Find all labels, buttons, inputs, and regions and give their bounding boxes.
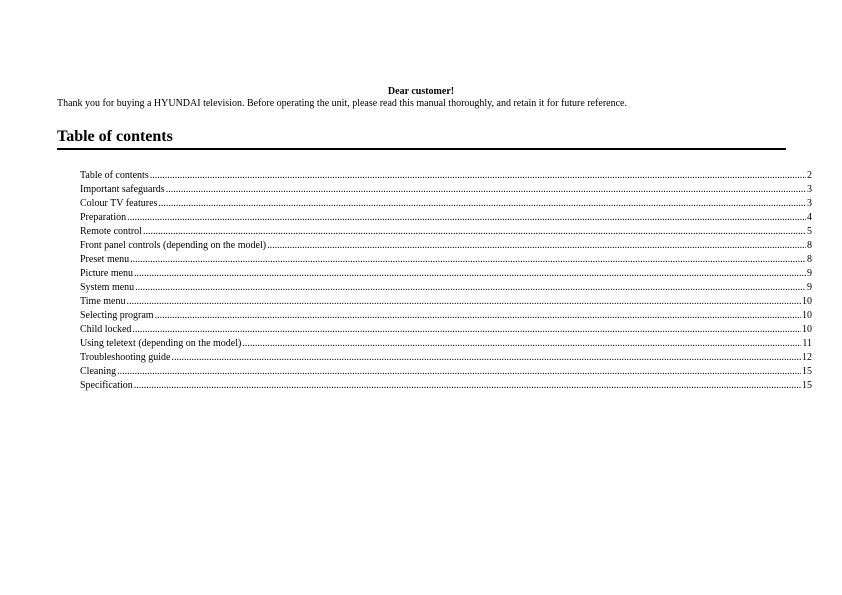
toc-dot-leader [130, 253, 806, 267]
toc-dot-leader [117, 365, 801, 379]
toc-entry-title: Preset menu [80, 254, 130, 265]
toc-entry[interactable] [80, 337, 812, 351]
toc-entry-page: 9 [807, 268, 812, 279]
toc-entry[interactable] [80, 365, 812, 379]
toc-dot-leader [166, 183, 806, 197]
toc-entry[interactable] [80, 239, 812, 253]
intro-paragraph: Thank you for buying a HYUNDAI television. Before operating the unit, please read this manual thoroughly, and retain it for future reference. [57, 98, 627, 109]
toc-entry-title: Remote control [80, 226, 142, 237]
toc-entry[interactable] [80, 169, 812, 183]
toc-entry-page: 12 [802, 352, 812, 363]
toc-entry-title: Important safeguards [80, 184, 165, 195]
toc-entry-title: Selecting program [80, 310, 154, 321]
greeting-heading: Dear customer! [387, 86, 455, 97]
toc-dot-leader [126, 295, 801, 309]
toc-entry-page: 11 [802, 338, 812, 349]
toc-dot-leader [134, 379, 801, 393]
toc-entry-title: Time menu [80, 296, 126, 307]
toc-entry-page: 10 [802, 310, 812, 321]
toc-entry-page: 10 [802, 296, 812, 307]
toc-heading: Table of contents [57, 128, 173, 145]
toc-entry[interactable] [80, 183, 812, 197]
toc-dot-leader [158, 197, 806, 211]
toc-entry[interactable] [80, 225, 812, 239]
toc-dot-leader [134, 267, 806, 281]
toc-entry-page: 4 [807, 212, 812, 223]
toc-entry-page: 9 [807, 282, 812, 293]
toc-dot-leader [155, 309, 801, 323]
toc-dot-leader [150, 169, 806, 183]
toc-dot-leader [132, 323, 801, 337]
toc-dot-leader [267, 239, 806, 253]
toc-entry[interactable] [80, 197, 812, 211]
toc-entry-page: 15 [802, 380, 812, 391]
toc-entry-page: 5 [807, 226, 812, 237]
toc-entry-page: 3 [807, 198, 812, 209]
toc-dot-leader [127, 211, 806, 225]
toc-entry-page: 8 [807, 240, 812, 251]
toc-entry-title: Picture menu [80, 268, 134, 279]
toc-entry[interactable] [80, 295, 812, 309]
toc-list [80, 169, 812, 393]
toc-dot-leader [171, 351, 801, 365]
toc-entry-title: Troubleshooting guide [80, 352, 171, 363]
toc-entry-page: 10 [802, 324, 812, 335]
toc-entry-title: Specification [80, 380, 133, 391]
toc-entry-page: 8 [807, 254, 812, 265]
toc-entry-title: Colour TV features [80, 198, 158, 209]
toc-dot-leader [242, 337, 801, 351]
toc-entry[interactable] [80, 281, 812, 295]
toc-dot-leader [143, 225, 806, 239]
toc-entry-page: 2 [807, 170, 812, 181]
toc-entry[interactable] [80, 211, 812, 225]
toc-entry[interactable] [80, 309, 812, 323]
toc-entry-title: Table of contents [80, 170, 149, 181]
toc-entry[interactable] [80, 253, 812, 267]
toc-entry-title: Cleaning [80, 366, 117, 377]
toc-entry-page: 15 [802, 366, 812, 377]
toc-entry-title: Using teletext (depending on the model) [80, 338, 242, 349]
toc-dot-leader [135, 281, 806, 295]
toc-entry[interactable] [80, 267, 812, 281]
toc-entry[interactable] [80, 323, 812, 337]
toc-entry[interactable] [80, 351, 812, 365]
toc-entry-title: Child locked [80, 324, 132, 335]
toc-entry[interactable] [80, 379, 812, 393]
toc-entry-title: Front panel controls (depending on the model) [80, 240, 267, 251]
heading-divider [57, 148, 786, 150]
toc-entry-title: System menu [80, 282, 135, 293]
toc-entry-page: 3 [807, 184, 812, 195]
toc-entry-title: Preparation [80, 212, 127, 223]
